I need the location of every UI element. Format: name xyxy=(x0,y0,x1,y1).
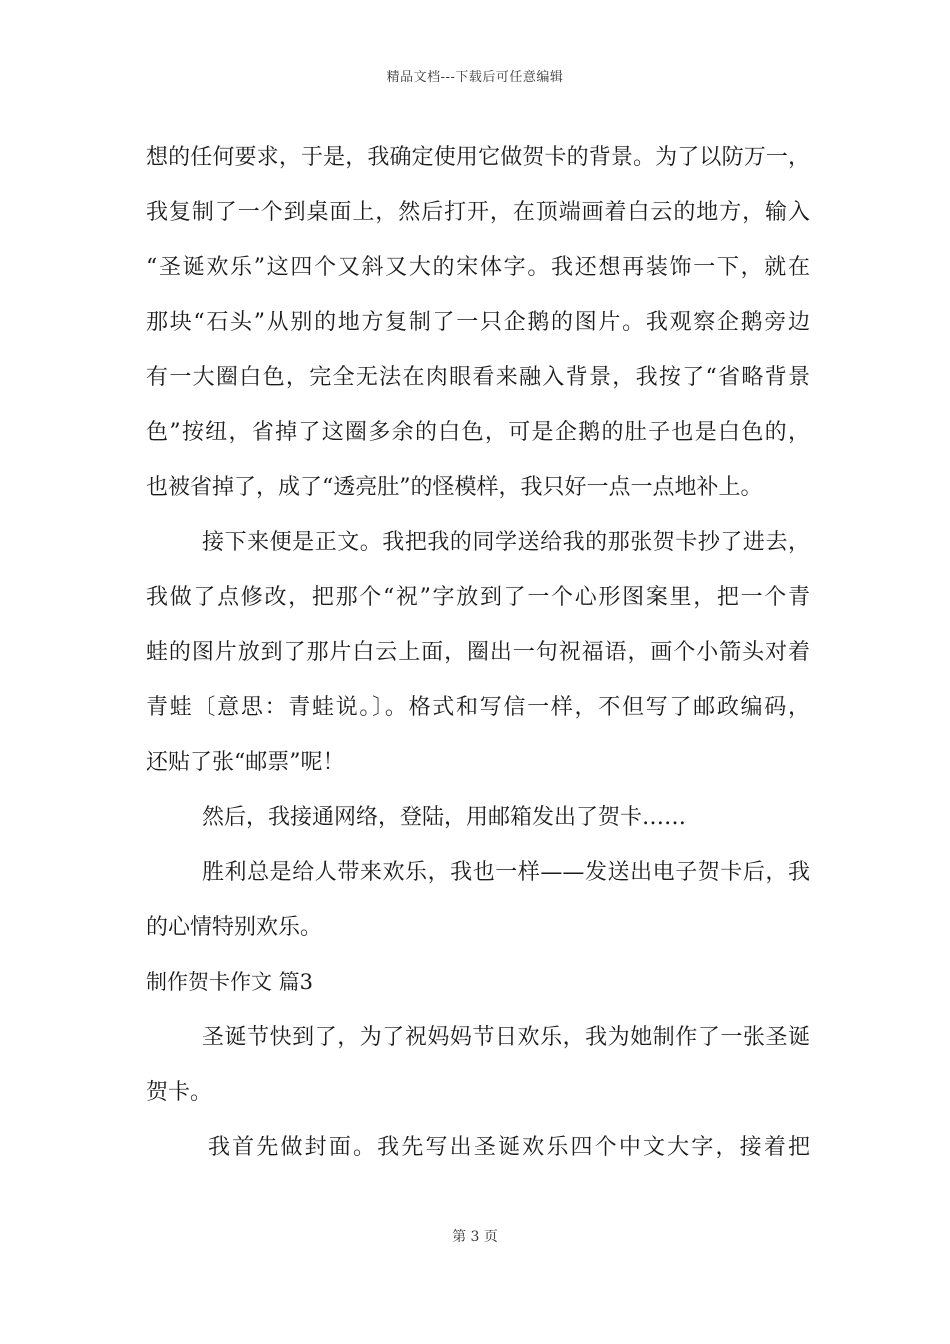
paragraph-line: 然后，我接通网络，登陆，用邮箱发出了贺卡…… xyxy=(202,805,687,830)
document-body xyxy=(146,130,810,1175)
paragraph-line: 蛙的图片放到了那片白云上面，圈出一句祝福语，画个小箭头对着 xyxy=(146,640,810,665)
paragraph-line: 贺卡。 xyxy=(146,1080,213,1105)
page-footer: 第 3 页 xyxy=(452,1229,498,1245)
paragraph-line: 的心情特别欢乐。 xyxy=(146,915,323,940)
section-heading: 制作贺卡作文 篇3 xyxy=(146,970,314,994)
paragraph-line: 胜利总是给人带来欢乐，我也一样——发送出电子贺卡后，我 xyxy=(202,860,810,885)
paragraph-line: 接下来便是正文。我把我的同学送给我的那张贺卡抄了进去， xyxy=(202,530,810,555)
paragraph-line: 色”按纽，省掉了这圈多余的白色，可是企鹅的肚子也是白色的， xyxy=(146,420,810,445)
paragraph-line: 想的任何要求，于是，我确定使用它做贺卡的背景。为了以防万一， xyxy=(146,145,810,170)
paragraph-line: 有一大圈白色，完全无法在肉眼看来融入背景，我按了“省略背景 xyxy=(146,365,810,390)
paragraph-line: 我复制了一个到桌面上，然后打开，在顶端画着白云的地方，输入 xyxy=(146,200,810,225)
paragraph-line: 还贴了张“邮票”呢！ xyxy=(146,750,345,775)
paragraph-line: 圣诞节快到了，为了祝妈妈节日欢乐，我为她制作了一张圣诞 xyxy=(202,1025,810,1050)
paragraph-line: 我做了点修改，把那个“祝”字放到了一个心形图案里，把一个青 xyxy=(146,585,810,610)
paragraph-line: 我首先做封面。我先写出圣诞欢乐四个中文大字，接着把 xyxy=(208,1135,810,1160)
page-header: 精品文档---下载后可任意编辑 xyxy=(386,70,564,85)
paragraph-line: 也被省掉了，成了“透亮肚”的怪模样，我只好一点一点地补上。 xyxy=(146,475,763,500)
paragraph-line: “圣诞欢乐”这四个又斜又大的宋体字。我还想再装饰一下，就在 xyxy=(146,255,810,280)
paragraph-line: 青蛙〔意思：青蛙说。〕。格式和写信一样，不但写了邮政编码， xyxy=(146,695,810,720)
paragraph-line: 那块“石头”从别的地方复制了一只企鹅的图片。我观察企鹅旁边 xyxy=(146,310,810,335)
